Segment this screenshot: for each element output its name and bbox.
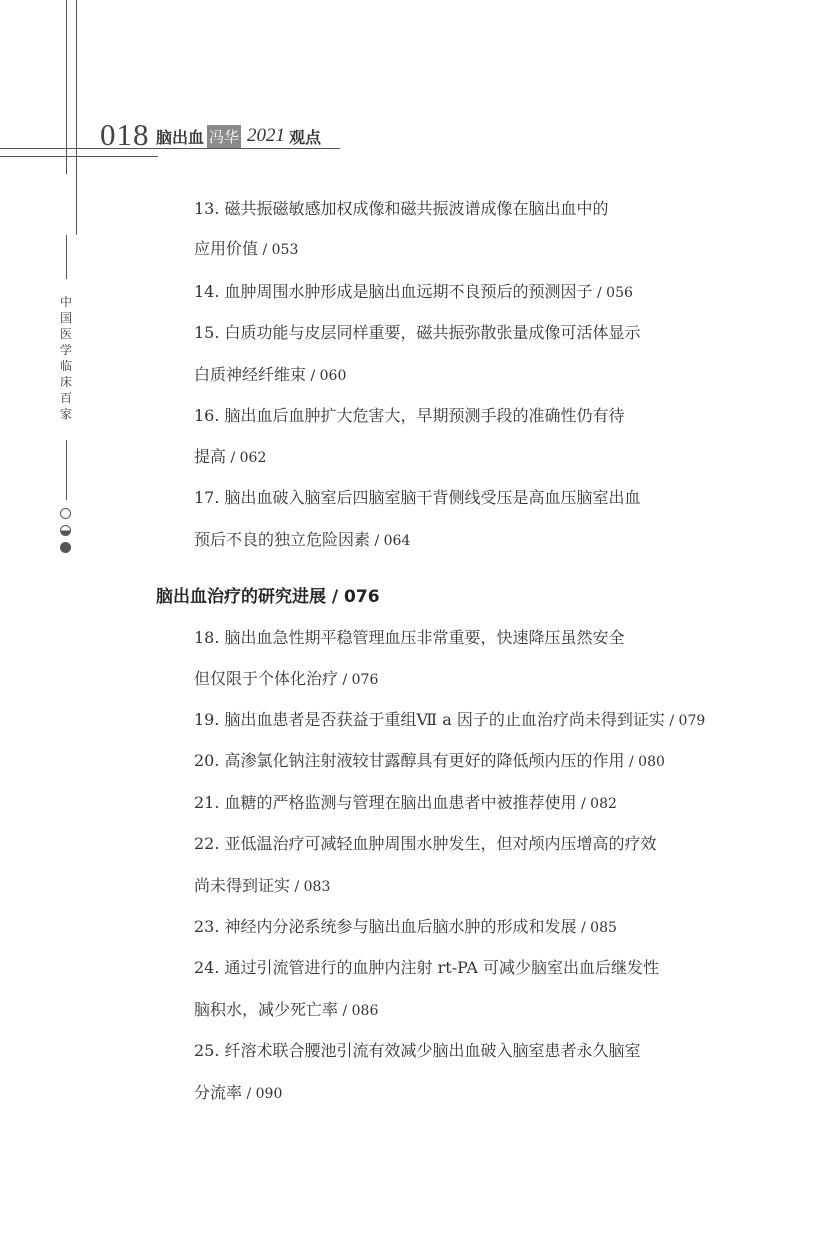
toc-entry-text: 白质神经纤维束 xyxy=(194,365,307,384)
filled-circle-icon xyxy=(60,542,71,553)
toc-entry-text: 但仅限于个体化治疗 xyxy=(194,669,339,688)
empty-circle-icon xyxy=(60,508,71,519)
toc-entry-16-line-2: 提高 / 062 xyxy=(194,447,267,466)
running-title-year: 2021 xyxy=(247,125,286,146)
toc-entry-25-line-1: 25. 纤溶术联合腰池引流有效减少脑出血破入脑室患者永久脑室 xyxy=(194,1041,641,1060)
toc-entry-text: 预后不良的独立危险因素 xyxy=(194,530,371,549)
toc-entry-23: 23. 神经内分泌系统参与脑出血后脑水肿的形成和发展 / 085 xyxy=(194,917,617,936)
toc-entry-13-line-1: 13. 磁共振磁敏感加权成像和磁共振波谱成像在脑出血中的 xyxy=(194,199,609,218)
toc-page-number: 053 xyxy=(271,242,299,258)
toc-entry-text: 14. 血肿周围水肿形成是脑出血远期不良预后的预测因子 xyxy=(194,282,593,301)
section-heading: 脑出血治疗的研究进展 / 076 xyxy=(156,587,380,607)
toc-entry-text: 分流率 xyxy=(194,1083,243,1102)
toc-page-number: 076 xyxy=(351,672,379,688)
half-circle-icon xyxy=(60,525,71,536)
running-title-prefix: 脑出血 xyxy=(156,127,205,147)
toc-entry-22-line-1: 22. 亚低温治疗可减轻血肿周围水肿发生，但对颅内压增高的疗效 xyxy=(194,834,657,853)
toc-entry-17-line-1: 17. 脑出血破入脑室后四脑室脑干背侧线受压是高血压脑室出血 xyxy=(194,488,641,507)
toc-entry-17-line-2: 预后不良的独立危险因素 / 064 xyxy=(194,530,411,549)
toc-entry-24-line-2: 脑积水，减少死亡率 / 086 xyxy=(194,1000,379,1019)
toc-page-number: 085 xyxy=(590,920,617,936)
toc-page-number: 082 xyxy=(590,796,617,812)
running-title xyxy=(156,124,321,148)
toc-page-number: 062 xyxy=(239,450,267,466)
author-badge: 冯华 xyxy=(207,125,241,148)
header-horizontal-rule-2 xyxy=(0,156,158,157)
toc-entry-text: 23. 神经内分泌系统参与脑出血后脑水肿的形成和发展 xyxy=(194,917,577,936)
toc-entry-14: 14. 血肿周围水肿形成是脑出血远期不良预后的预测因子 / 056 xyxy=(194,282,633,301)
toc-page-number: 060 xyxy=(319,368,347,384)
toc-entry-text: 提高 xyxy=(194,447,227,466)
toc-entry-24-line-1: 24. 通过引流管进行的血肿内注射 rt-PA 可减少脑室出血后继发性 xyxy=(194,958,660,977)
toc-entry-15-line-1: 15. 白质功能与皮层同样重要，磁共振弥散张量成像可活体显示 xyxy=(194,323,641,342)
toc-entry-13-line-2: 应用价值 / 053 xyxy=(194,239,299,258)
toc-page-number: 079 xyxy=(678,713,706,729)
side-rule-lower xyxy=(66,440,67,500)
toc-page-number: 086 xyxy=(351,1003,379,1019)
series-side-label: 中国医学临床百家 xyxy=(59,295,72,421)
toc-page-number: 083 xyxy=(303,879,331,895)
toc-entry-18-line-2: 但仅限于个体化治疗 / 076 xyxy=(194,669,379,688)
section-title: 脑出血治疗的研究进展 xyxy=(156,587,326,607)
toc-page-number: 090 xyxy=(255,1086,283,1102)
toc-page-number: 056 xyxy=(606,285,633,301)
toc-entry-18-line-1: 18. 脑出血急性期平稳管理血压非常重要，快速降压虽然安全 xyxy=(194,628,625,647)
toc-entry-text: 19. 脑出血患者是否获益于重组Ⅶ a 因子的止血治疗尚未得到证实 xyxy=(194,710,665,729)
section-page-number: 076 xyxy=(344,587,380,607)
toc-page-number: 064 xyxy=(383,533,411,549)
running-title-suffix: 观点 xyxy=(289,127,322,147)
toc-entry-16-line-1: 16. 脑出血后血肿扩大危害大，早期预测手段的准确性仍有待 xyxy=(194,406,625,425)
page-number: 018 xyxy=(100,117,150,152)
toc-entry-text: 21. 血糖的严格监测与管理在脑出血患者中被推荐使用 xyxy=(194,793,577,812)
toc-entry-25-line-2: 分流率 / 090 xyxy=(194,1083,283,1102)
toc-entry-text: 脑积水，减少死亡率 xyxy=(194,1000,339,1019)
toc-entry-text: 尚未得到证实 xyxy=(194,876,291,895)
toc-entry-text: 应用价值 xyxy=(194,239,259,258)
header-horizontal-rule-1 xyxy=(0,148,340,149)
toc-entry-21: 21. 血糖的严格监测与管理在脑出血患者中被推荐使用 / 082 xyxy=(194,793,617,812)
side-rule-upper xyxy=(66,235,67,279)
toc-entry-15-line-2: 白质神经纤维束 / 060 xyxy=(194,365,347,384)
toc-entry-20: 20. 高渗氯化钠注射液较甘露醇具有更好的降低颅内压的作用 / 080 xyxy=(194,751,665,770)
toc-entry-22-line-2: 尚未得到证实 / 083 xyxy=(194,876,331,895)
toc-page-number: 080 xyxy=(638,754,665,770)
left-vertical-rule-inner xyxy=(76,0,77,235)
toc-entry-19: 19. 脑出血患者是否获益于重组Ⅶ a 因子的止血治疗尚未得到证实 / 079 xyxy=(194,710,706,729)
toc-entry-text: 20. 高渗氯化钠注射液较甘露醇具有更好的降低颅内压的作用 xyxy=(194,751,625,770)
